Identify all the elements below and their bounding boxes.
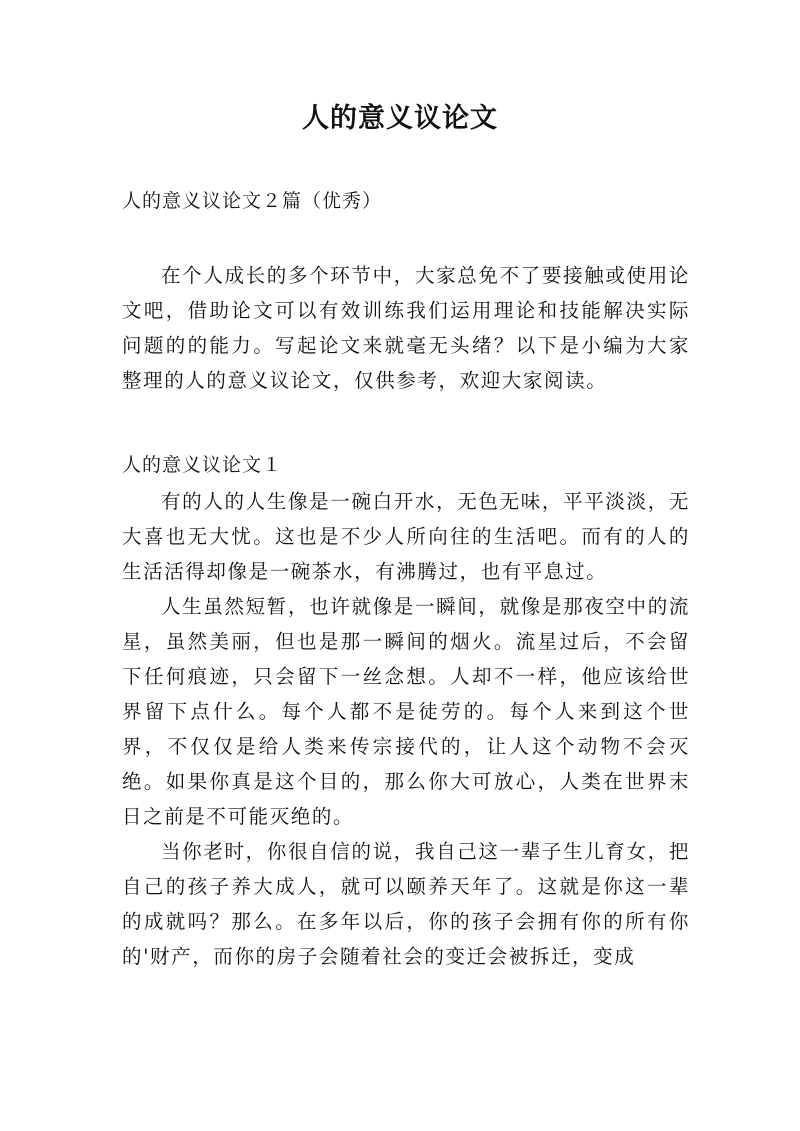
body-paragraph: 有的人的人生像是一碗白开水，无色无味，平平淡淡，无大喜也无大忧。这也是不少人所向往的生活吧。而有的人的生活活得却像是一碗茶水，有沸腾过，也有平息过。	[122, 490, 690, 583]
essay-body	[122, 484, 690, 974]
document-title: 人的意义议论文	[302, 103, 498, 134]
intro-paragraph: 在个人成长的多个环节中，大家总免不了要接触或使用论文吧，借助论文可以有效训练我们运用理论和技能解决实际问题的的能力。写起论文来就毫无头绪？以下是小编为大家整理的人的意义议论文，仅供参考，欢迎大家阅读。	[122, 264, 690, 392]
body-paragraph: 当你老时，你很自信的说，我自己这一辈子生儿育女，把自己的孩子养大成人，就可以颐养天年了。这就是你这一辈的成就吗？那么。在多年以后，你的孩子会拥有你的所有你的'财产，而你的房子会随着社会的变迁会被拆迁，变成	[122, 840, 690, 968]
document-subtitle: 人的意义议论文２篇（优秀）	[122, 190, 383, 212]
intro-block	[122, 258, 690, 398]
body-paragraph: 人生虽然短暂，也许就像是一瞬间，就像是那夜空中的流星，虽然美丽，但也是那一瞬间的烟火。流星过后，不会留下任何痕迹，只会留下一丝念想。人却不一样，他应该给世界留下点什么。每个人都不是徒劳的。每个人来到这个世界，不仅仅是给人类来传宗接代的，让人这个动物不会灭绝。如果你真是这个目的，那么你大可放心，人类在世界末日之前是不可能灭绝的。	[122, 595, 690, 828]
section-heading: 人的意义议论文１	[122, 454, 283, 476]
